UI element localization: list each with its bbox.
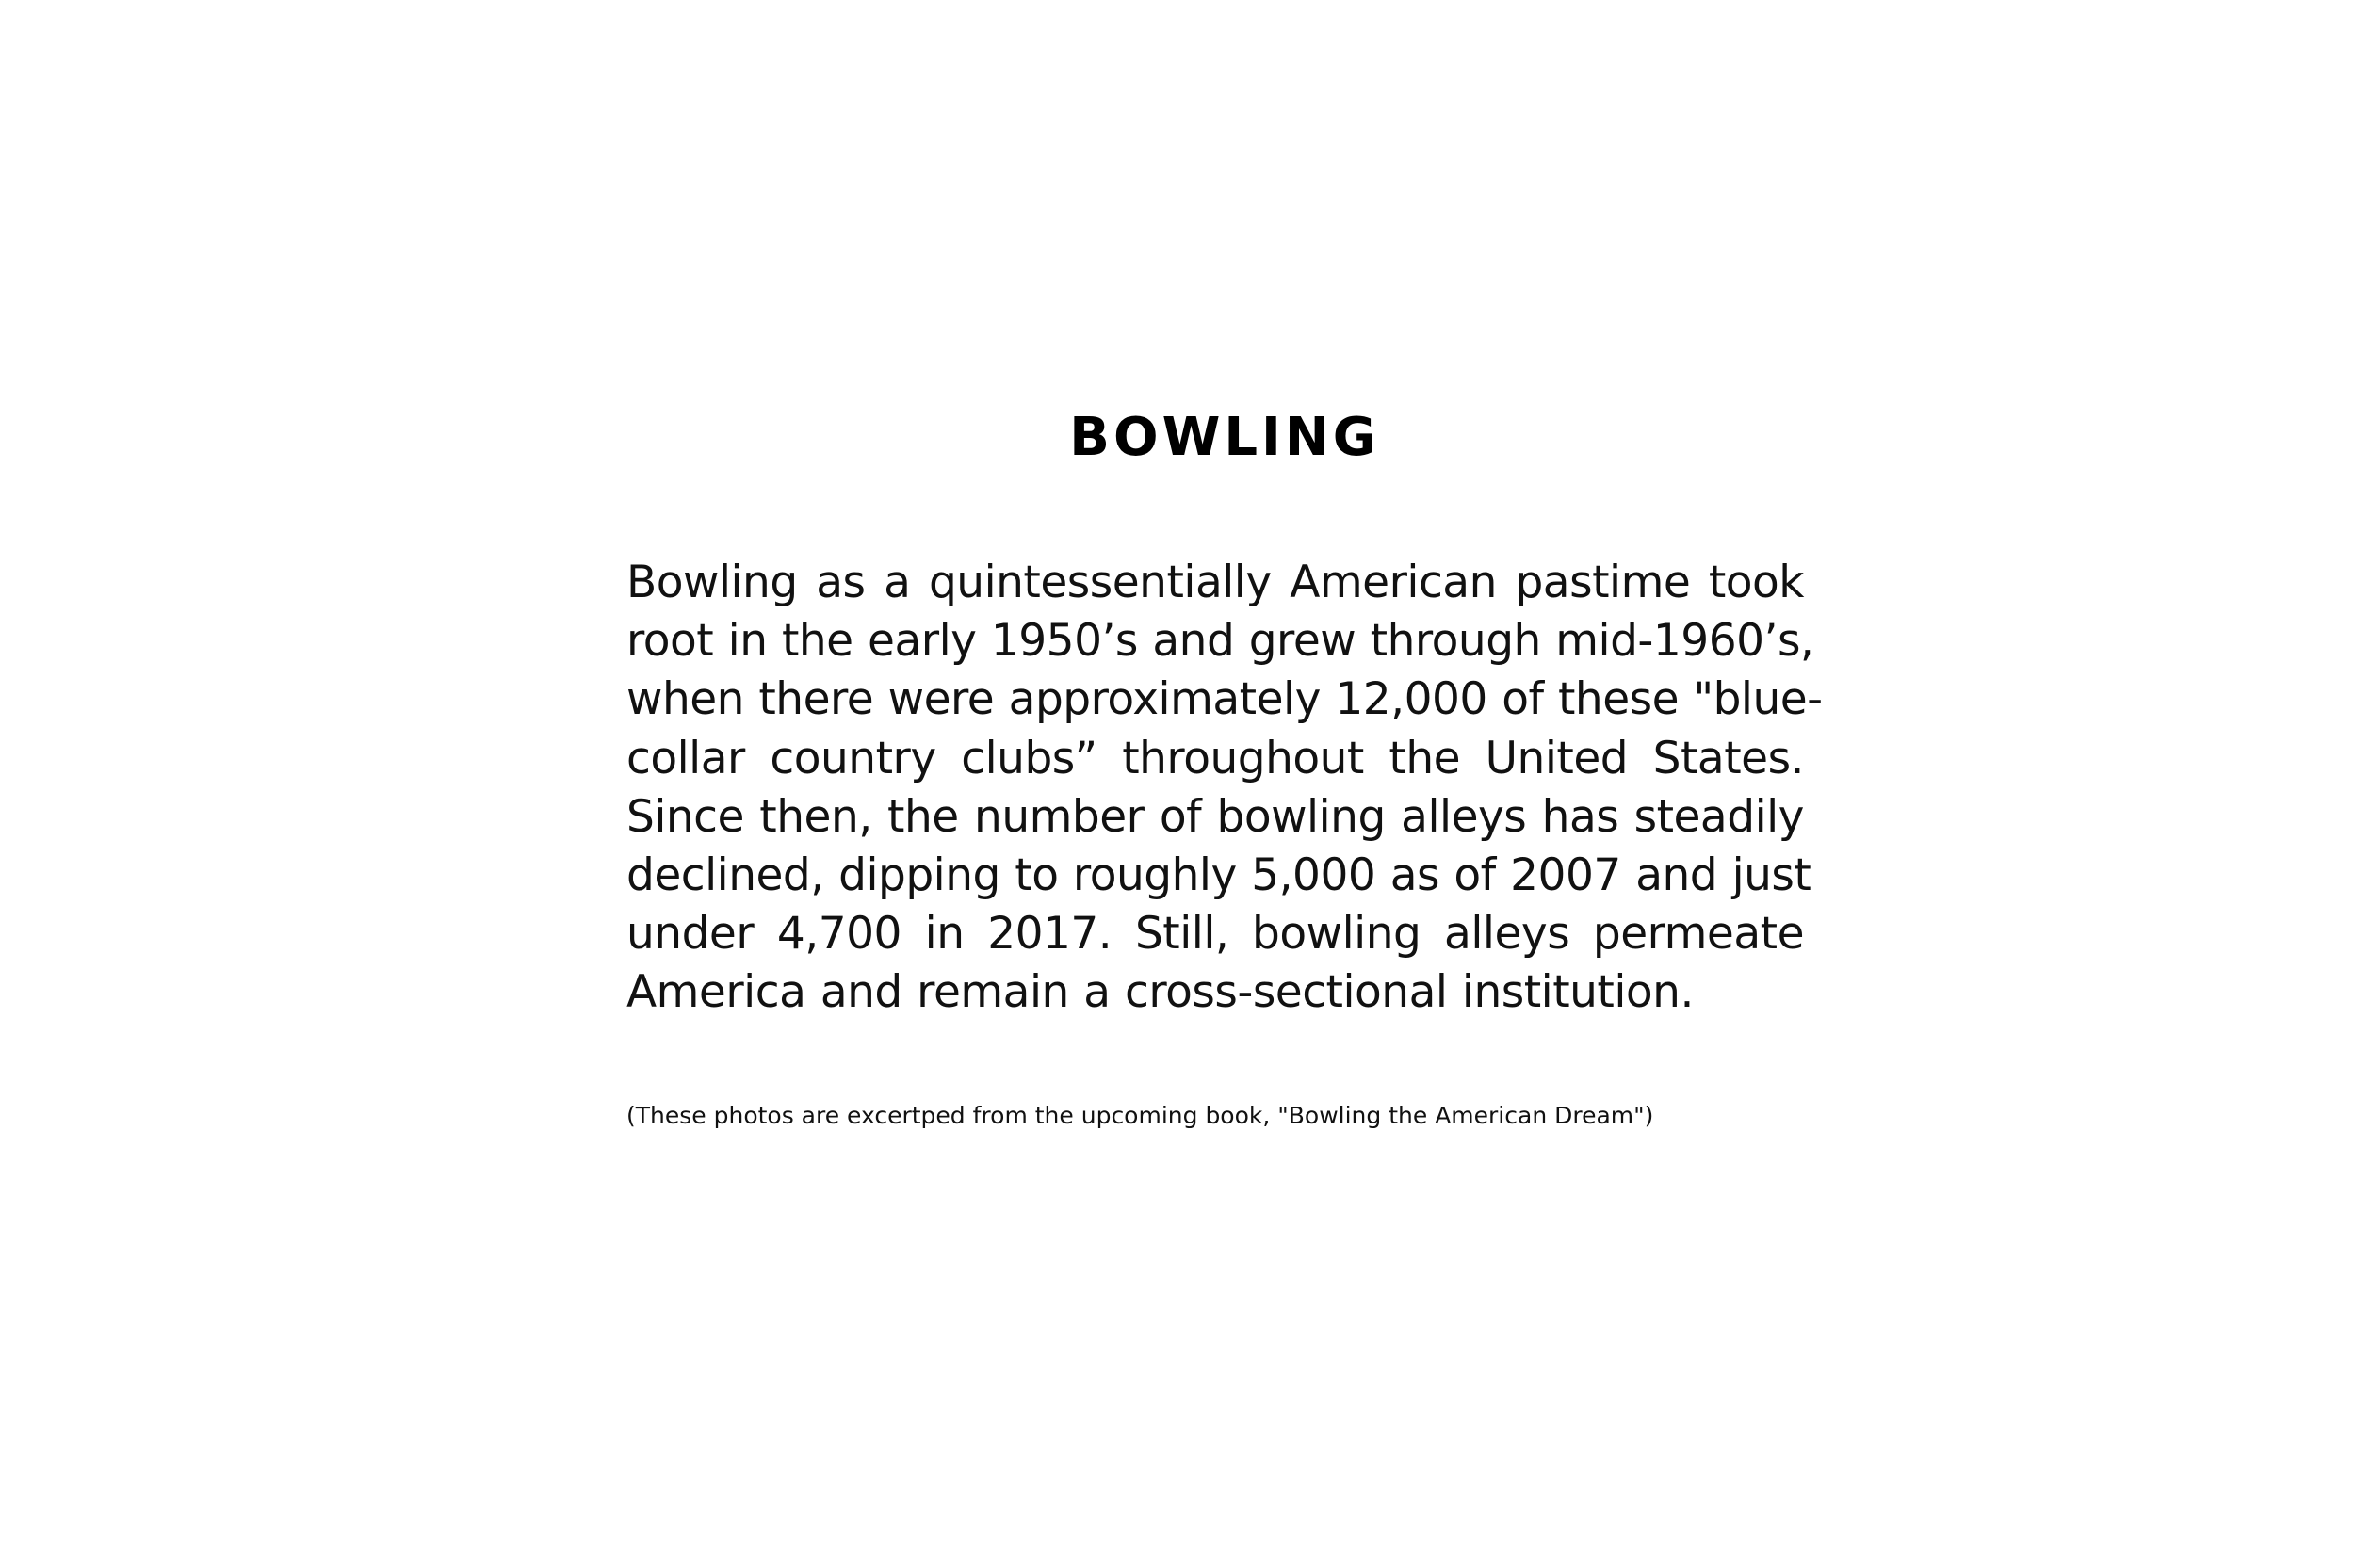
body-line: America and remain a cross-sectional institution. (626, 966, 1694, 1019)
body-line: when there were approximately 12,000 of these "blue- (626, 673, 1823, 726)
body-line: declined, dipping to roughly 5,000 as of 2007 and just (626, 849, 1811, 902)
body-line: collar country clubs” throughout the United States. (626, 732, 1804, 784)
footnote: (These photos are excertped from the upcoming book, "Bowling the American Dream") (626, 1102, 1654, 1129)
body-line: under 4,700 in 2017. Still, bowling alleys permeate (626, 908, 1804, 961)
body-paragraph (626, 554, 1823, 1023)
page-title: BOWLING (1069, 407, 1380, 468)
body-line: Since then, the number of bowling alleys has steadily (626, 790, 1804, 843)
body-line: root in the early 1950’s and grew through mid-1960’s, (626, 615, 1814, 668)
body-line: Bowling as a quintessentially American pastime took (626, 557, 1804, 608)
